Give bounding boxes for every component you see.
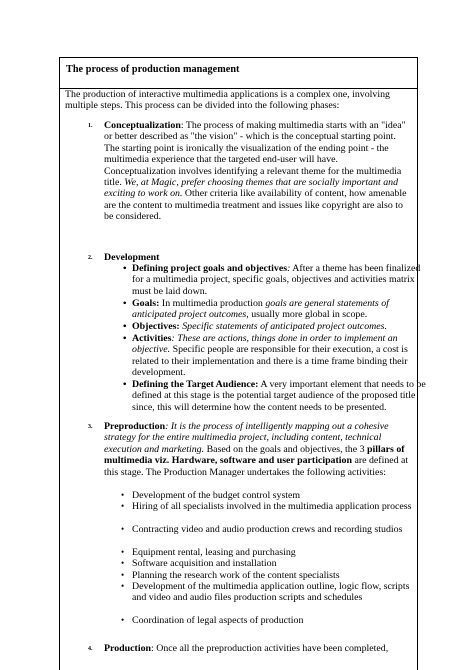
bullet-italic: goals are general statements of anticipated project outcomes	[132, 298, 389, 321]
bullet-target-audience: • Defining the Target Audience: A very important element that needs to be defined at this stage is the potential target audience of the proposed title since, this will determine how the content needs to be presented.	[123, 379, 426, 413]
bullet-heading: Defining the Target Audience:	[132, 379, 259, 390]
bullet-heading: Activities	[132, 333, 172, 344]
bullet-italic: Specific statements of anticipated project outcomes.	[179, 321, 387, 332]
section-development	[104, 252, 426, 413]
bullet-goals: • Goals: In multimedia production goals are general statements of anticipated project outcomes, usually more global in scope.	[123, 298, 389, 321]
document-frame	[59, 57, 426, 670]
intro-paragraph: The production of interactive multimedia applications is a complex one, involving multiple steps. This process can be divided into the following phases:	[65, 89, 390, 111]
section-number-4: 4.	[88, 646, 93, 652]
activity-item: • Planning the research work of the content specialists	[121, 570, 340, 581]
section-heading: Development	[104, 252, 160, 263]
bullet-objectives: • Objectives: Specific statements of anticipated project outcomes.	[123, 321, 387, 332]
bullet-text: In multimedia production	[159, 298, 266, 309]
section-heading: Conceptualization	[104, 120, 181, 131]
activity-item: • Development of the multimedia application outline, logic flow, scripts and video and audio files production scripts and schedules	[121, 581, 410, 604]
section-number-1: 1.	[88, 123, 93, 129]
section-text: are defined at this stage. The Production Manager undertakes the following activities:	[104, 455, 409, 478]
bullet-text: A very important element that needs to be defined at this stage is the potential target audience of the proposed title since, this will determine how the content needs to be presented.	[132, 379, 426, 413]
activity-item: • Hiring of all specialists involved in the multimedia application process	[121, 501, 412, 512]
bullet-heading: Goals:	[132, 298, 160, 309]
section-bold: pillars of multimedia viz. Hardware, software and user participation	[104, 443, 405, 467]
bullet-text: , usually more global in scope.	[246, 309, 368, 321]
section-italic: We, at Magic, prefer choosing themes that are socially important and exciting to work on.	[104, 177, 399, 200]
bullet-goals-objectives: • Defining project goals and objectives: After a theme has been finalized for a multimedia project, specific goals, objectives and activities matrix must be laid down.	[123, 263, 421, 297]
section-preproduction	[104, 421, 412, 626]
activity-item: • Development of the budget control system	[121, 490, 301, 501]
section-text: : Once all the preproduction activities have been completed,	[151, 643, 389, 654]
bullet-text: After a theme has been finalized for a multimedia project, specific goals, objectives and activities matrix must be laid down.	[132, 263, 421, 297]
section-heading: Production	[104, 643, 152, 654]
bullet-italic: : These are actions, things done in order to implement an objective.	[132, 333, 398, 356]
section-text: Other criteria like availability of content, how amenable are the content to multimedia treatment and issues like copyright are also to be considered.	[104, 188, 407, 223]
activity-item: • Software acquisition and installation	[121, 558, 277, 569]
section-heading: Preproduction	[104, 421, 166, 432]
page-title: The process of production management	[66, 64, 240, 75]
bullet-text: Specific people are responsible for their execution, a cost is related to their implementation and there is a time frame binding their development.	[132, 344, 408, 379]
activity-item: • Equipment rental, leasing and purchasing	[121, 547, 296, 558]
section-number-3: 3.	[88, 424, 93, 430]
activity-item: • Coordination of legal aspects of production	[121, 615, 304, 626]
section-production	[104, 643, 412, 654]
bullet-activities: • Activities: These are actions, things done in order to implement an objective. Specific people are responsible for their execution, a cost is related to their implementation and there is a time frame binding their development.	[123, 333, 408, 379]
bullet-italic: :	[287, 263, 291, 274]
bullet-heading: Defining project goals and objectives	[132, 263, 288, 274]
section-number-2: 2.	[88, 255, 93, 261]
bullet-heading: Objectives:	[132, 321, 180, 332]
activity-item: • Contracting video and audio production crews and recording studios	[121, 524, 403, 535]
section-italic: : It is the process of intelligently mapping out a cohesive strategy for the entire multimedia project, including content, technical execution and marketing.	[104, 421, 389, 455]
section-text: Based on the goals and objectives, the 3	[204, 443, 367, 455]
section-text: : The process of making multimedia starts with an "idea" or better described as "the vision" - which is the conceptual starting point. The starting point is ironically the visualization of the ending point - the multimedia experience that the targeted end-user will have. Conceptualization involves identifying a relevant theme for the multimedia title.	[104, 120, 406, 189]
section-conceptualization	[104, 120, 412, 223]
